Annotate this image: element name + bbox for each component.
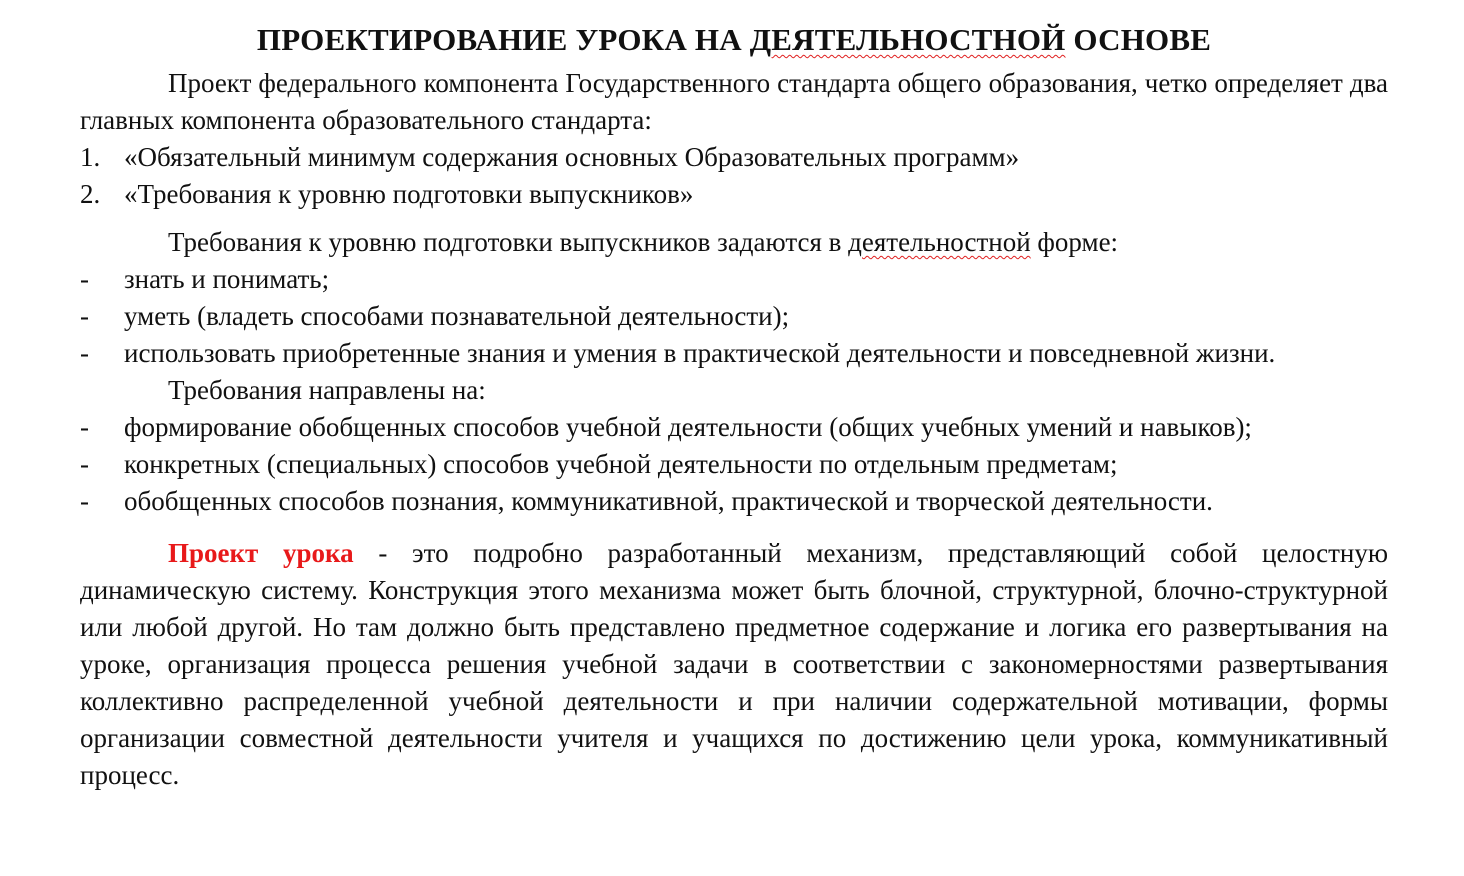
document-page bbox=[80, 20, 1388, 794]
requirements-text-after: форме: bbox=[1030, 227, 1119, 257]
requirements-text-before: Требования к уровню подготовки выпускников задаются в bbox=[168, 227, 849, 257]
list-dash: - bbox=[80, 301, 89, 331]
list-item-text: знать и понимать; bbox=[124, 264, 330, 294]
list-item bbox=[80, 176, 1388, 213]
list-item bbox=[80, 335, 1388, 372]
list-item bbox=[80, 409, 1388, 446]
list-number: 1. bbox=[80, 142, 101, 172]
list-item-text: уметь (владеть способами познавательной деятельности); bbox=[124, 301, 790, 331]
title-spellcheck-word: ДЕЯТЕЛЬНОСТНОЙ bbox=[749, 22, 1066, 57]
list-item-text: «Требования к уровню подготовки выпускников» bbox=[124, 179, 694, 209]
list-item-text: формирование обобщенных способов учебной деятельности (общих учебных умений и навыков); bbox=[124, 412, 1252, 442]
list-dash: - bbox=[80, 338, 89, 368]
list-item bbox=[80, 446, 1388, 483]
list-item bbox=[80, 298, 1388, 335]
title-part3: ОСНОВЕ bbox=[1065, 22, 1212, 57]
list-item-text: конкретных (специальных) способов учебной деятельности по отдельным предметам; bbox=[124, 449, 1118, 479]
requirements-paragraph bbox=[80, 224, 1388, 261]
aims-list bbox=[80, 409, 1388, 520]
list-dash: - bbox=[80, 264, 89, 294]
list-item-text: «Обязательный минимум содержания основных Образовательных программ» bbox=[124, 142, 1020, 172]
requirements-list bbox=[80, 261, 1388, 372]
title-part1: ПРОЕКТИРОВАНИЕ УРОКА НА bbox=[256, 22, 750, 57]
project-text: - это подробно разработанный механизм, представляющий собой целостную динамическую систему. Конструкция этого механизма может быть блочной, структурной, блочно-структурной или любой другой. Но там должно быть представлено предметное содержание и логика его развертывания на уроке, организация процесса решения учебной задачи в соответствии с закономерностями развертывания коллективно распределенной учебной деятельности и при наличии содержательной мотивации, формы организации совместной деятельности учителя и учащихся по достижению цели урока, коммуникативный процесс. bbox=[80, 538, 1388, 790]
intro-paragraph: Проект федерального компонента Государственного стандарта общего образования, четко определяет два главных компонента образовательного стандарта: bbox=[80, 68, 1388, 135]
document-title bbox=[80, 20, 1388, 60]
list-number: 2. bbox=[80, 179, 101, 209]
requirements-spellcheck-word: деятельностной bbox=[848, 227, 1031, 257]
list-dash: - bbox=[80, 412, 89, 442]
list-item-text: использовать приобретенные знания и умения в практической деятельности и повседневной жизни. bbox=[124, 338, 1276, 368]
numbered-list bbox=[80, 139, 1388, 213]
aims-heading: Требования направлены на: bbox=[168, 375, 486, 405]
list-item bbox=[80, 483, 1388, 520]
list-dash: - bbox=[80, 449, 89, 479]
list-item bbox=[80, 261, 1388, 298]
project-lead-term: Проект урока bbox=[168, 538, 354, 568]
list-item bbox=[80, 139, 1388, 176]
list-item-text: обобщенных способов познания, коммуникативной, практической и творческой деятельности. bbox=[124, 486, 1213, 516]
project-paragraph bbox=[80, 535, 1388, 794]
list-dash: - bbox=[80, 486, 89, 516]
